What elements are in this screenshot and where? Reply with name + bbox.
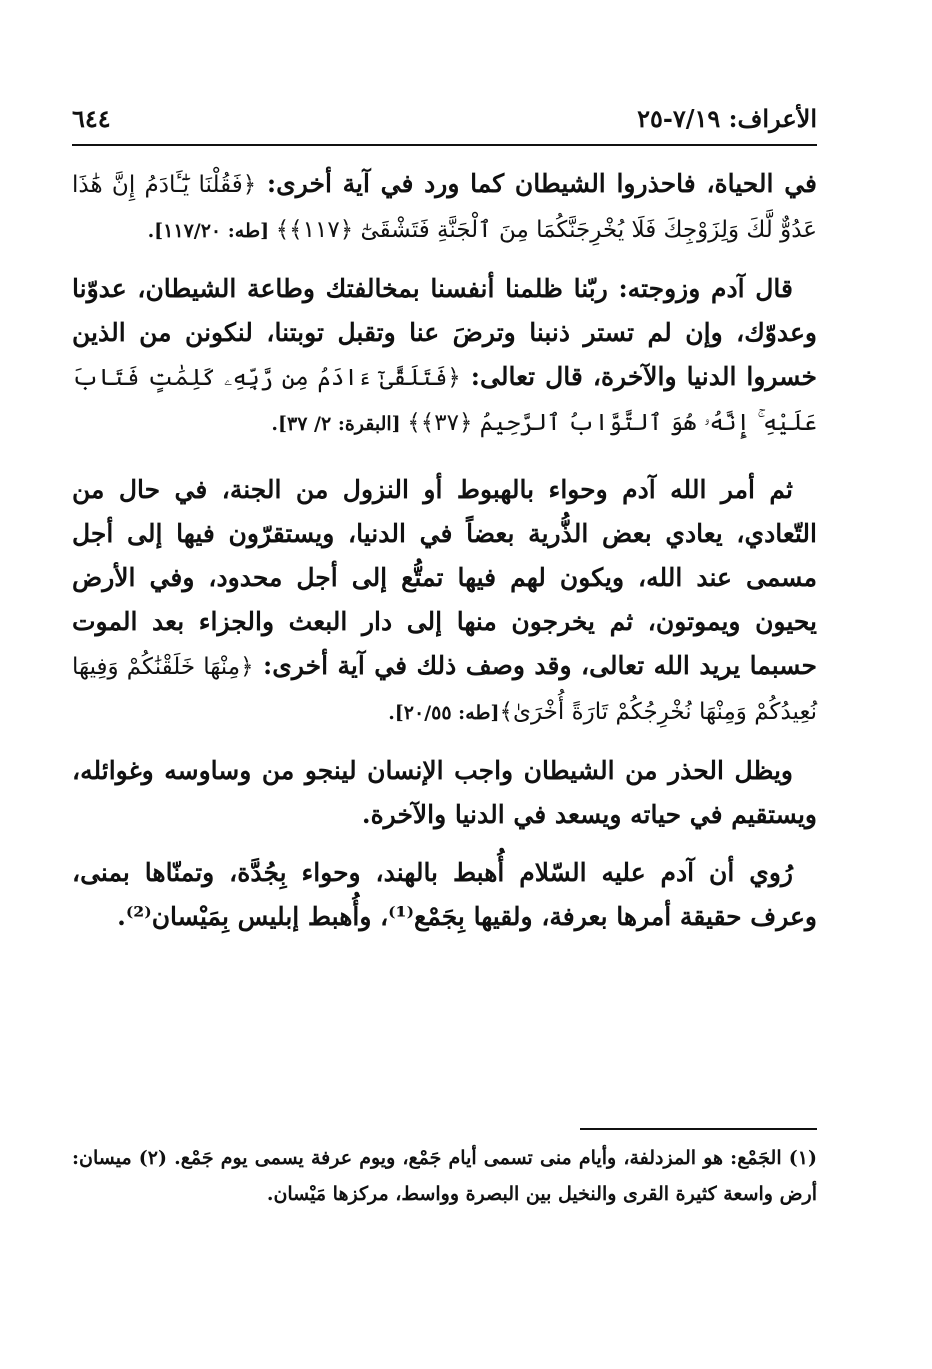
- paragraph: [72, 162, 817, 253]
- paragraph-text: في الحياة، فاحذروا الشيطان كما ورد في آية أخرى:: [256, 169, 817, 198]
- paragraph: [72, 267, 817, 446]
- paragraph: [72, 749, 817, 837]
- footnotes: [72, 1140, 817, 1212]
- footnote-divider: [580, 1128, 817, 1130]
- paragraph-text: ثم أمر الله آدم وحواء بالهبوط أو النزول من الجنة، في حال من التّعادي، يعادي بعض الذُّرية بعضاً في الدنيا، ويستقرّون فيها إلى أجل مسمى عند الله، ويكون لهم فيها تمتُّع إلى أجل محدود، وفي الأرض يحيون ويموتون، ثم يخرجون منها إلى دار البعث والجزاء بعد الموت حسبما يريد الله تعالى، وقد وصف ذلك في آية أخرى:: [72, 475, 817, 680]
- paragraph-text: رُوي أن آدم عليه السّلام أُهبط بالهند، وحواء بِجُدَّة، وتمنّاها بمنى، وعرف حقيقة أمرها بعرفة، ولقيها بِجَمْع⁽¹⁾، وأُهبط إبليس بِمَيْسان⁽²⁾.: [72, 858, 817, 931]
- verse-reference: [البقرة: ٢/ ٣٧].: [271, 413, 408, 435]
- quran-verse: ﴿مِنْهَا خَلَقْنَٰكُمْ وَفِيهَا نُعِيدُكُمْ وَمِنْهَا نُخْرِجُكُمْ تَارَةً أُخْرَىٰ﴾: [72, 654, 817, 725]
- verse-reference: [طه: ٢٠/٥٥].: [388, 702, 500, 724]
- running-title: الأعراف: ٧/١٩-٢٥: [637, 104, 817, 133]
- main-text: [72, 162, 817, 953]
- paragraph: [72, 851, 817, 939]
- paragraph-text: قال آدم وزوجته: ربّنا ظلمنا أنفسنا بمخالفتك وطاعة الشيطان، عدوّنا وعدوّك، وإن لم تستر ذنبنا وترضَ عنا وتقبل توبتنا، لنكونن من الذين خسروا الدنيا والآخرة، قال تعالى:: [72, 274, 817, 391]
- footnote-text: (١) الجَمْع: هو المزدلفة، وأيام منى تسمى أيام جَمْع، ويوم عرفة يسمى يوم جَمْع. (٢) ميسان: أرض واسعة كثيرة القرى والنخيل بين البصرة وواسط، مركزها مَيْسان.: [72, 1147, 817, 1205]
- verse-reference: [طه: ١١٧/٢٠].: [147, 220, 276, 242]
- paragraph-text: ويظل الحذر من الشيطان واجب الإنسان لينجو من وساوسه وغوائله، ويستقيم في حياته ويسعد في الدنيا والآخرة.: [72, 756, 817, 829]
- page-header: [72, 100, 817, 146]
- paragraph: [72, 468, 817, 735]
- quran-verse: ﴿فَقُلْنَا يَٰٓـَٔادَمُ إِنَّ هَٰذَا عَدُوٌّ لَّكَ وَلِزَوْجِكَ فَلَا يُخْرِجَنَّكُمَا مِنَ ٱلْجَنَّةِ فَتَشْقَىٰٓ ﴿١١٧﴾﴾: [72, 172, 817, 243]
- page-number: ٦٤٤: [72, 104, 111, 133]
- quran-verse: ﴿فَتَلَقَّىٰٓ ءَادَمُ مِن رَّبِّهِۦ كَلِمَٰتٍ فَتَابَ عَلَيْهِ ۚ إِنَّهُۥ هُوَ ٱلتَّوَّابُ ٱلرَّحِيمُ ﴿٣٧﴾﴾: [72, 365, 817, 436]
